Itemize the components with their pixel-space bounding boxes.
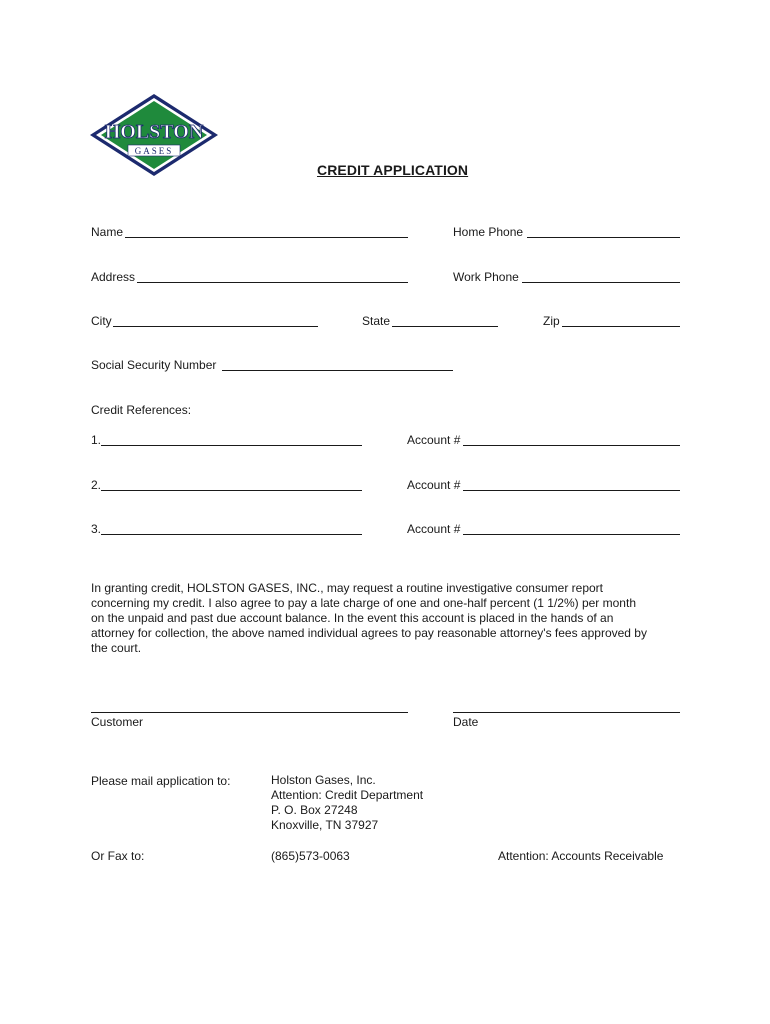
state-label: State — [362, 314, 391, 328]
name-field[interactable] — [125, 237, 408, 238]
address-field[interactable] — [137, 282, 408, 283]
account-number-label: Account # — [407, 433, 461, 447]
date-label: Date — [453, 715, 479, 729]
account-number-label: Account # — [407, 522, 461, 536]
work-phone-label: Work Phone — [453, 270, 519, 284]
address-line: Holston Gases, Inc. — [271, 773, 376, 787]
address-label: Address — [91, 270, 136, 284]
zip-field[interactable] — [562, 326, 680, 327]
home-phone-label: Home Phone — [453, 225, 524, 239]
mail-label: Please mail application to: — [91, 774, 231, 788]
city-field[interactable] — [113, 326, 318, 327]
agreement-line: on the unpaid and past due account balance. In the event this account is placed in the hands of an — [91, 611, 614, 625]
mailing-address — [271, 773, 423, 833]
account-number-field[interactable] — [463, 445, 680, 446]
reference-name-field[interactable] — [101, 534, 362, 535]
fax-number: (865)573-0063 — [271, 849, 350, 863]
account-number-field[interactable] — [463, 490, 680, 491]
city-label: City — [91, 314, 112, 328]
state-field[interactable] — [392, 326, 498, 327]
logo-text-holston: HOLSTON — [104, 121, 204, 143]
reference-number: 3. — [91, 522, 102, 536]
agreement-line: attorney for collection, the above named individual agrees to pay reasonable attorney's fees approved by — [91, 626, 647, 640]
logo-text-gases: GASES — [134, 146, 174, 156]
ssn-field[interactable] — [222, 370, 453, 371]
agreement-line: concerning my credit. I also agree to pay a late charge of one and one-half percent (1 1/2%) per month — [91, 596, 636, 610]
work-phone-field[interactable] — [522, 282, 680, 283]
account-number-label: Account # — [407, 478, 461, 492]
address-line: Attention: Credit Department — [271, 788, 424, 802]
agreement-line: the court. — [91, 641, 142, 655]
account-number-field[interactable] — [463, 534, 680, 535]
fax-attention: Attention: Accounts Receivable — [498, 849, 664, 863]
ssn-label: Social Security Number — [91, 358, 217, 372]
zip-label: Zip — [543, 314, 560, 328]
agreement-paragraph — [91, 581, 681, 656]
reference-number: 2. — [91, 478, 102, 492]
reference-number: 1. — [91, 433, 102, 447]
holston-gases-logo — [88, 92, 220, 178]
customer-signature-field[interactable] — [91, 712, 408, 713]
page-title: CREDIT APPLICATION — [317, 162, 469, 178]
name-label: Name — [91, 225, 124, 239]
reference-name-field[interactable] — [101, 490, 362, 491]
reference-name-field[interactable] — [101, 445, 362, 446]
agreement-line: In granting credit, HOLSTON GASES, INC., may request a routine investigative consumer report — [91, 581, 603, 595]
date-field[interactable] — [453, 712, 680, 713]
fax-label: Or Fax to: — [91, 849, 145, 863]
credit-references-heading: Credit References: — [91, 403, 192, 417]
address-line: Knoxville, TN 37927 — [271, 818, 379, 832]
customer-label: Customer — [91, 715, 144, 729]
address-line: P. O. Box 27248 — [271, 803, 358, 817]
home-phone-field[interactable] — [527, 237, 680, 238]
